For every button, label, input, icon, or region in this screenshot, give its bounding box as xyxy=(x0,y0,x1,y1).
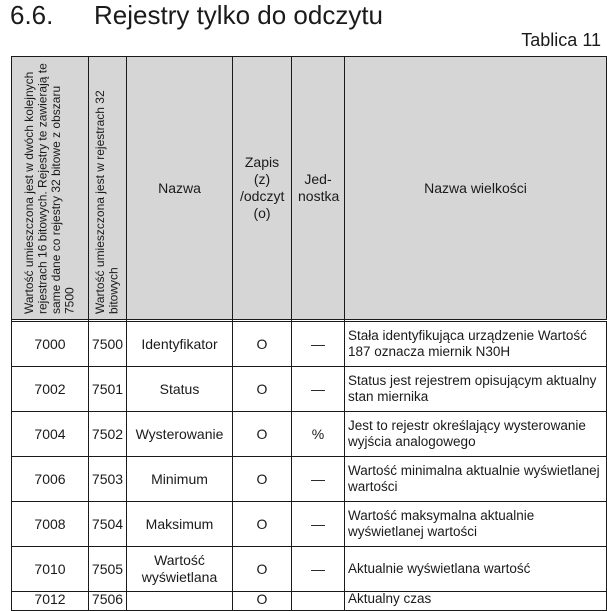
table-row: 7006 7503 Minimum O — Wartość minimalna aktualnie wyświetlanej wartości xyxy=(12,457,607,502)
header-reg32: Wartość umieszczona jest w rejestrach 32 bitowych xyxy=(89,57,127,320)
table-row: 7008 7504 Maksimum O — Wartość maksymalna aktualnie wyświetlanej wartości xyxy=(12,502,607,547)
header-rw: Zapis (z) /odczyt (o) xyxy=(233,57,292,320)
header-name: Nazwa xyxy=(127,57,233,320)
table-row: 7004 7502 Wysterowanie O % Jest to rejestr określający wysterowanie wyjścia analogowego xyxy=(12,412,607,457)
section-number: 6.6. xyxy=(10,0,54,30)
header-unit: Jed-nostka xyxy=(292,57,345,320)
table-header-row xyxy=(12,57,607,320)
header-quantity-name: Nazwa wielkości xyxy=(345,57,607,320)
table-row: 7002 7501 Status O — Status jest rejestrem opisującym aktualny stan miernika xyxy=(12,367,607,412)
header-reg16: Wartość umieszczona jest w dwóch kolejnych rejestrach 16 bitowych. Rejestry te zawierają te same dane co rejestry 32 bitowe z obszaru 7500 xyxy=(12,57,89,320)
table-caption: Tablica 11 xyxy=(521,30,601,50)
table-row: 7010 7505 Wartość wyświetlana O — Aktualnie wyświetlana wartość xyxy=(12,547,607,592)
table-row: 7012 7506 O Aktualny czas xyxy=(12,592,607,611)
section-title: Rejestry tylko do odczytu xyxy=(94,0,384,30)
registers-table xyxy=(11,56,607,611)
table-row: 7000 7500 Identyfikator O — Stała identyfikująca urządzenie Wartość 187 oznacza miernik N30H xyxy=(12,322,607,367)
section-heading xyxy=(10,0,383,30)
